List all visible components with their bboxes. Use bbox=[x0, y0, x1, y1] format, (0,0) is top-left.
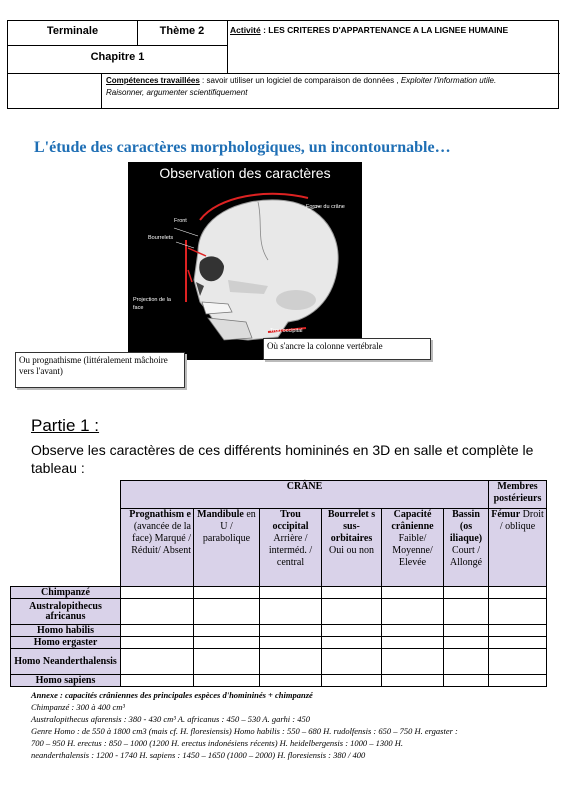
table-cell[interactable] bbox=[322, 587, 382, 599]
table-row bbox=[11, 625, 547, 637]
table-cell[interactable] bbox=[444, 625, 489, 637]
table-row bbox=[11, 637, 547, 649]
annex-line-2: Australopithecus afarensis : 380 - 430 cm³ A. africanus : 450 – 530 A. garhi : 450 bbox=[31, 714, 310, 724]
table-cell[interactable] bbox=[444, 587, 489, 599]
row-label: Homo Neanderthalensis bbox=[11, 649, 121, 675]
annex-line-5: neanderthalensis : 1200 - 1740 H. sapiens : 1450 – 1650 (1000 – 2000) H. floresiensis : 380 / 400 bbox=[31, 750, 366, 760]
characters-table bbox=[10, 480, 547, 687]
activity-title bbox=[230, 25, 555, 35]
skills-text bbox=[106, 75, 526, 99]
table-cell[interactable] bbox=[260, 587, 322, 599]
group-crane: CRÂNE bbox=[121, 481, 489, 509]
label-projection: Projection de la face bbox=[133, 297, 171, 311]
table-row bbox=[11, 599, 547, 625]
row-label: Australopithecus africanus bbox=[11, 599, 121, 625]
activity-text: : LES CRITERES D'APPARTENANCE A LA LIGNEE HUMAINE bbox=[260, 25, 509, 35]
table-cell[interactable] bbox=[194, 649, 260, 675]
col-bourrelets: Bourrelet s sus-orbitaires Oui ou non bbox=[322, 509, 382, 587]
table-cell[interactable] bbox=[322, 637, 382, 649]
callout-prognathisme: Ou prognathisme (littéralement mâchoire vers l'avant) bbox=[15, 352, 185, 388]
chapter-label: Chapitre 1 bbox=[90, 51, 145, 63]
table-cell[interactable] bbox=[260, 599, 322, 625]
table-row bbox=[11, 587, 547, 599]
skills-label: Compétences travaillées bbox=[106, 76, 200, 85]
skills-plain: : savoir utiliser un logiciel de comparaison de données , bbox=[199, 76, 401, 85]
table-row bbox=[11, 649, 547, 675]
level-label: Terminale bbox=[46, 25, 99, 37]
group-membres: Membres postérieurs bbox=[489, 481, 547, 509]
label-bourrelets: Bourrelets bbox=[148, 235, 174, 241]
label-forme: Forme du crâne bbox=[306, 204, 345, 210]
table-cell[interactable] bbox=[121, 599, 194, 625]
figure-title: Observation des caractères bbox=[159, 165, 331, 181]
table-cell[interactable] bbox=[489, 675, 547, 687]
row-label: Homo sapiens bbox=[11, 675, 121, 687]
col-trou-occipital: Trou occipital Arrière / interméd. / central bbox=[260, 509, 322, 587]
annex-line-3: Genre Homo : de 550 à 1800 cm3 (mais cf. H. floresiensis) Homo habilis : 550 – 680 H. rudolfensis : 650 – 750 H. ergaster : bbox=[31, 726, 458, 736]
table-cell[interactable] bbox=[194, 587, 260, 599]
table-cell[interactable] bbox=[382, 587, 444, 599]
label-trou: Trou occipital bbox=[270, 328, 303, 334]
skull-figure bbox=[128, 162, 362, 360]
annex-title: Annexe : capacités crâniennes des principales espèces d'homininés + chimpanzé bbox=[31, 690, 313, 700]
table-cell[interactable] bbox=[260, 675, 322, 687]
part-instruction: Observe les caractères de ces différents homininés en 3D en salle et complète le tableau : bbox=[31, 442, 534, 476]
table-cell[interactable] bbox=[382, 637, 444, 649]
table-cell[interactable] bbox=[322, 599, 382, 625]
table-cell[interactable] bbox=[489, 637, 547, 649]
table-cell[interactable] bbox=[382, 675, 444, 687]
table-cell[interactable] bbox=[382, 649, 444, 675]
table-cell[interactable] bbox=[260, 649, 322, 675]
table-cell[interactable] bbox=[489, 587, 547, 599]
row-label: Homo ergaster bbox=[11, 637, 121, 649]
header-box bbox=[7, 20, 559, 109]
activity-label: Activité bbox=[230, 25, 261, 35]
table-cell[interactable] bbox=[444, 599, 489, 625]
row-label: Chimpanzé bbox=[11, 587, 121, 599]
table-cell[interactable] bbox=[121, 675, 194, 687]
table-cell[interactable] bbox=[322, 675, 382, 687]
col-capacite: Capacité crânienne Faible/ Moyenne/ Elevée bbox=[382, 509, 444, 587]
col-bassin: Bassin (os iliaque) Court / Allongé bbox=[444, 509, 489, 587]
row-label: Homo habilis bbox=[11, 625, 121, 637]
table-cell[interactable] bbox=[489, 599, 547, 625]
table-cell[interactable] bbox=[489, 625, 547, 637]
skills-italic: Exploiter l'information utile. Raisonner, argumenter scientifiquement bbox=[106, 76, 497, 97]
col-prognathisme: Prognathism e (avancée de la face) Marqué / Réduit/ Absent bbox=[121, 509, 194, 587]
table-cell[interactable] bbox=[382, 599, 444, 625]
col-mandibule: Mandibule en U / parabolique bbox=[194, 509, 260, 587]
table-cell[interactable] bbox=[322, 649, 382, 675]
table-cell[interactable] bbox=[489, 649, 547, 675]
annex-line-1: Chimpanzé : 300 à 400 cm³ bbox=[31, 702, 125, 712]
table-cell[interactable] bbox=[194, 625, 260, 637]
table-cell[interactable] bbox=[194, 599, 260, 625]
table-cell[interactable] bbox=[382, 625, 444, 637]
col-femur: Fémur Droit / oblique bbox=[489, 509, 547, 587]
table-row bbox=[11, 675, 547, 687]
table-cell[interactable] bbox=[260, 637, 322, 649]
table-cell[interactable] bbox=[194, 637, 260, 649]
table-cell[interactable] bbox=[194, 675, 260, 687]
annex-line-4: 700 – 950 H. erectus : 850 – 1000 (1200 H. erectus indonésiens récents) H. heidelbergensis : 1000 – 1300 H. bbox=[31, 738, 404, 748]
table-cell[interactable] bbox=[444, 675, 489, 687]
table-cell[interactable] bbox=[444, 637, 489, 649]
skull-illustration bbox=[128, 162, 362, 360]
table-cell[interactable] bbox=[121, 649, 194, 675]
part-title: Partie 1 : bbox=[31, 416, 100, 435]
column-headers bbox=[11, 509, 547, 587]
table-cell[interactable] bbox=[260, 625, 322, 637]
section-title: L'étude des caractères morphologiques, un incontournable… bbox=[34, 139, 451, 156]
callout-colonne: Où s'ancre la colonne vertébrale bbox=[263, 338, 431, 360]
table-cell[interactable] bbox=[121, 637, 194, 649]
table-cell[interactable] bbox=[121, 625, 194, 637]
label-front: Front bbox=[174, 218, 187, 224]
table-cell[interactable] bbox=[121, 587, 194, 599]
table-cell[interactable] bbox=[322, 625, 382, 637]
theme-label: Thème 2 bbox=[159, 25, 205, 37]
table-cell[interactable] bbox=[444, 649, 489, 675]
